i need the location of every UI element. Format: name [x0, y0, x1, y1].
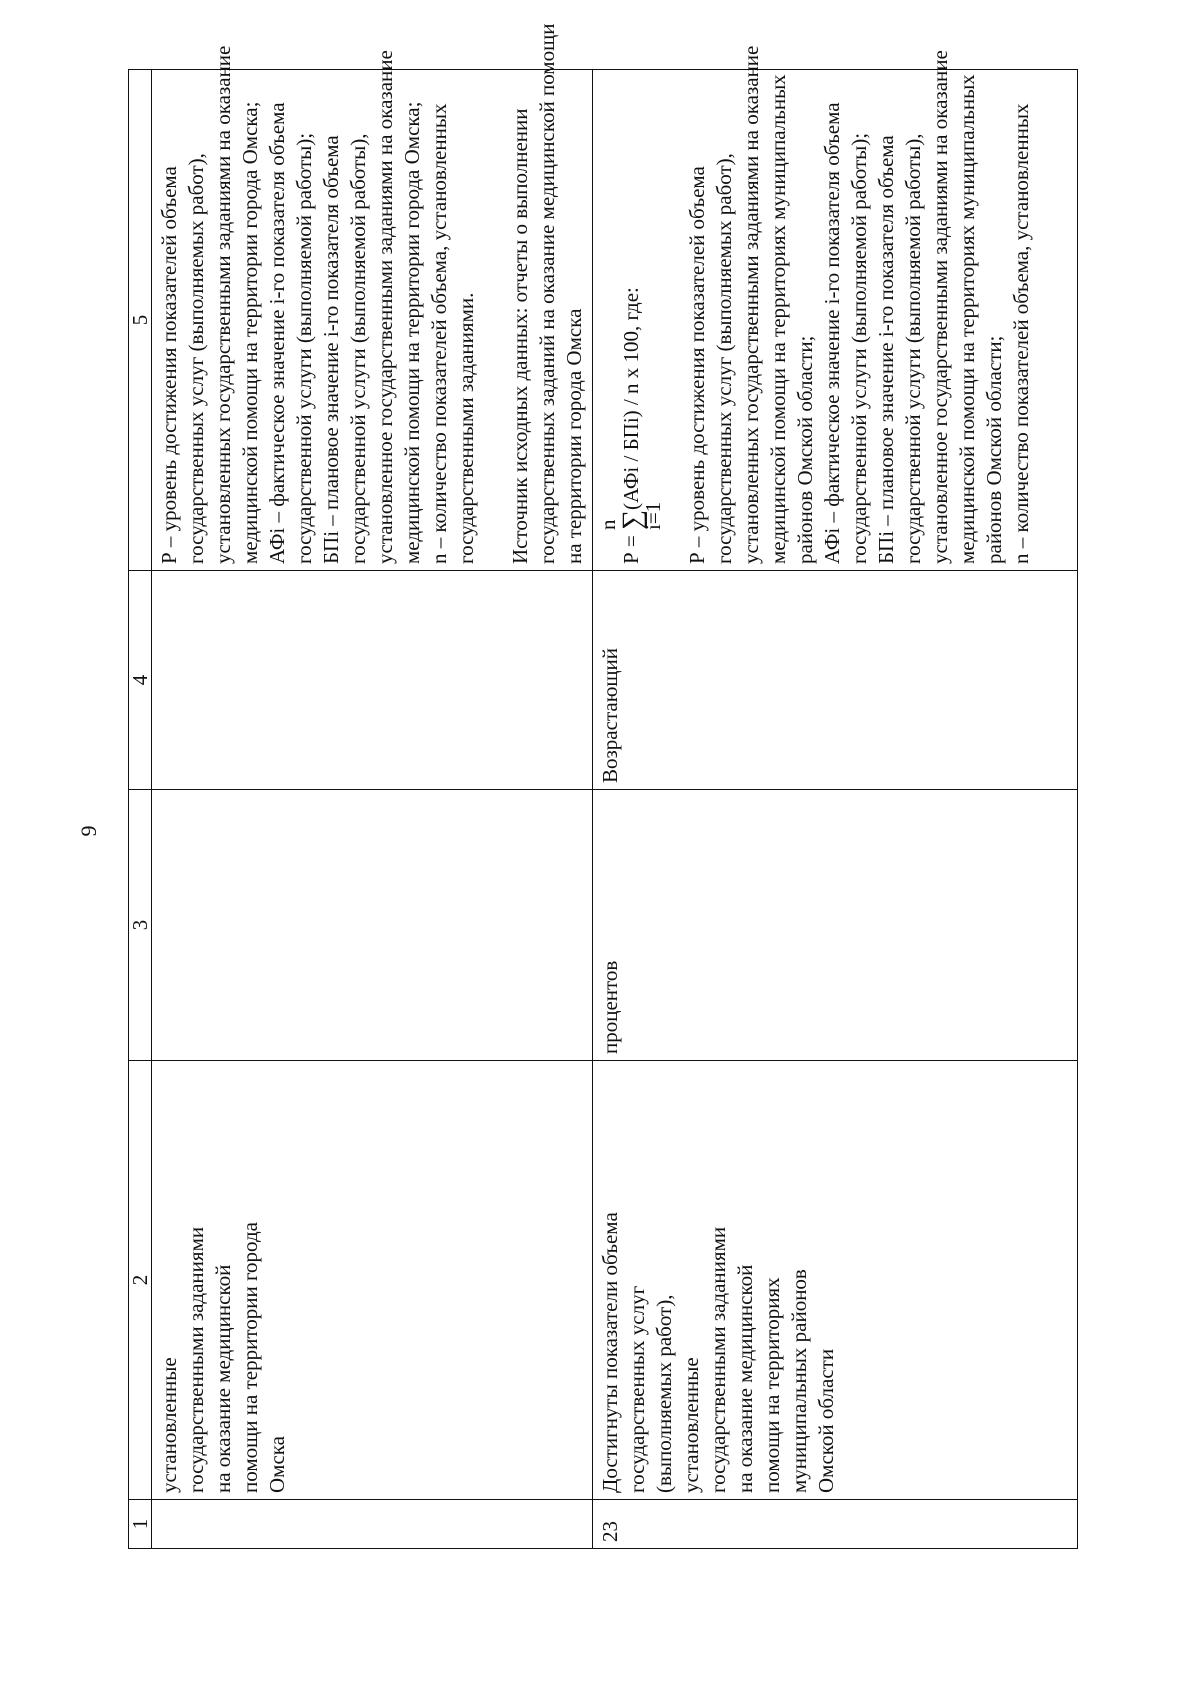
page-number: 9 — [76, 825, 101, 837]
text-line: государственной услуги (выполняемой работы), — [901, 133, 925, 564]
text-line: государственными заданиями — [706, 1226, 730, 1493]
text-line: Р – уровень достижения показателей объема — [157, 166, 181, 564]
text-line: АФi – фактическое значение i-го показателя объема — [265, 102, 289, 564]
text-line: государственной услуги (выполняемой работы), — [346, 133, 370, 564]
text-line: государственными заданиями — [184, 1226, 208, 1493]
text-line: Омска — [265, 1436, 289, 1493]
text-line: установленные — [679, 1357, 703, 1493]
text-line: БПi – плановое значение i-го показателя объема — [874, 135, 898, 564]
text-line: медицинской помощи на территориях муниципальных — [955, 74, 979, 564]
formula-right: (АФi / БПi) / n x 100, где: — [619, 287, 643, 510]
text-line: Р – уровень достижения показателей объема — [685, 166, 709, 564]
header-col-2: 2 — [129, 1061, 152, 1500]
cell-number — [152, 1500, 593, 1549]
header-row — [129, 70, 152, 1549]
text-line: Омской области — [814, 1348, 838, 1493]
formula-upper-limit: n — [596, 519, 620, 530]
text-line: государственной услуги (выполняемой работы); — [847, 132, 871, 564]
text-line: государственных услуг — [625, 1285, 649, 1493]
cell-direction — [152, 571, 593, 790]
text-line: установленные — [157, 1357, 181, 1493]
formula-line — [617, 76, 648, 564]
formula-lower-limit: i=1 — [641, 501, 665, 530]
text-line: (выполняемых работ), — [652, 1294, 676, 1493]
sum-icon: ∑ — [617, 510, 648, 530]
source-line: государственных заданий на оказание медицинской помощи — [535, 23, 559, 564]
cell-direction: Возрастающий — [593, 571, 1078, 790]
spacer — [664, 76, 684, 564]
text-line: районов Омской области; — [793, 335, 817, 564]
table-row — [593, 70, 1078, 1549]
text-line: медицинской помощи на территориях муниципальных — [766, 74, 790, 564]
formula-left: Р = — [619, 529, 643, 564]
formula — [597, 76, 664, 564]
text-line: установленных государственными заданиями на оказание — [739, 45, 763, 564]
text-line: АФi – фактическое значение i-го показателя объема — [820, 102, 844, 564]
header-col-4: 4 — [129, 571, 152, 790]
text-line: государственными заданиями. — [454, 292, 478, 564]
rotated-table-container — [128, 23, 1078, 1549]
text-line: медицинской помощи на территории города Омска; — [400, 101, 424, 564]
text-line: муниципальных районов — [787, 1269, 811, 1493]
source-line: на территории города Омска — [562, 308, 586, 564]
text-line: установленное государственными заданиями на оказание — [373, 50, 397, 564]
spacer — [480, 76, 507, 564]
text-line: n – количество показателей объема, установленных — [427, 103, 451, 564]
cell-unit: процентов — [593, 790, 1078, 1061]
cell-indicator-name — [152, 1061, 593, 1500]
source-line: Источник исходных данных: отчеты о выполнении — [508, 108, 532, 564]
text-line: Достигнуты показатели объема — [598, 1212, 622, 1493]
header-col-5: 5 — [129, 70, 152, 571]
text-line: государственных услуг (выполняемых работ), — [712, 153, 736, 564]
indicator-table — [128, 23, 1078, 1549]
header-col-3: 3 — [129, 790, 152, 1061]
text-line: медицинской помощи на территории города Омска; — [238, 101, 262, 564]
cell-indicator-name — [593, 1061, 1078, 1500]
cell-method — [593, 45, 1078, 571]
text-line: помощи на территории города — [238, 1222, 262, 1493]
text-line: n – количество показателей объема, установленных — [1009, 103, 1033, 564]
cell-number: 23 — [593, 1500, 1078, 1549]
text-line: районов Омской области; — [982, 335, 1006, 564]
text-line: БПi – плановое значение i-го показателя объема — [319, 135, 343, 564]
text-line: государственной услуги (выполняемой работы); — [292, 132, 316, 564]
cell-unit — [152, 790, 593, 1061]
text-line: установленное государственными заданиями на оказание — [928, 50, 952, 564]
header-col-1: 1 — [129, 1500, 152, 1549]
text-line: помощи на территориях — [760, 1277, 784, 1493]
text-line: установленных государственными заданиями на оказание — [211, 45, 235, 564]
text-line: государственных услуг (выполняемых работ), — [184, 153, 208, 564]
text-line: на оказание медицинской — [211, 1264, 235, 1493]
cell-method — [152, 23, 593, 571]
table-row — [152, 70, 593, 1549]
text-line: на оказание медицинской — [733, 1264, 757, 1493]
